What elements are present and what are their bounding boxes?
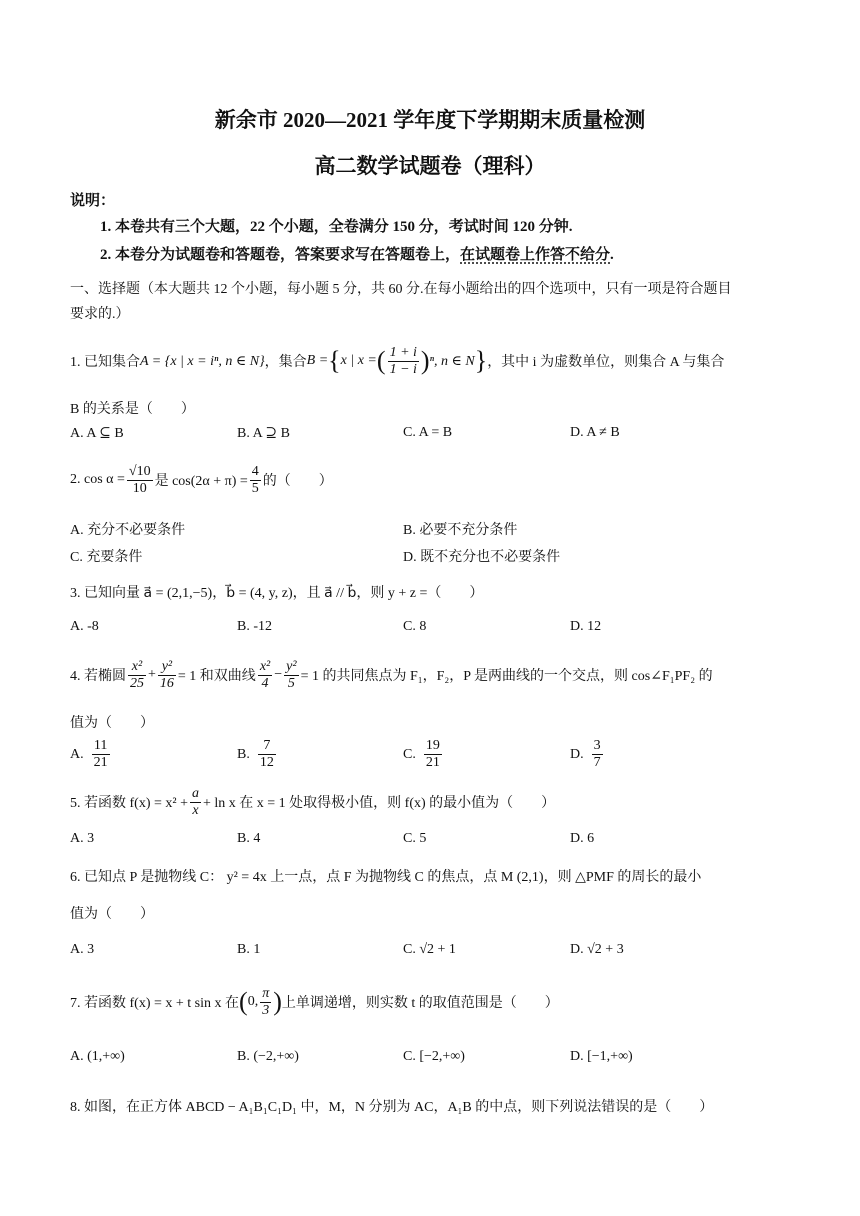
q4-d-den: 7 [593, 755, 601, 770]
q4-c-num: 19 [425, 738, 440, 753]
page-title: 新余市 2020—2021 学年度下学期期末质量检测 [214, 108, 646, 132]
q4-minus: − [274, 667, 283, 682]
q6-option-d: D. √2 + 3 [570, 942, 624, 957]
q5-text: 5. 若函数 f(x) = x² + [70, 796, 188, 811]
q5-fraction [190, 786, 201, 819]
q4-option-c [403, 738, 444, 771]
q4-d-frac [592, 738, 603, 771]
q3-option-b: B. -12 [237, 619, 272, 634]
q2-f1-num: √10 [128, 463, 151, 479]
q2-option-d: D. 既不充分也不必要条件 [403, 550, 561, 565]
q1-text: 1. 已知集合 [70, 355, 140, 370]
q2-text: 2. cos α = [70, 472, 125, 487]
question-5 [70, 782, 555, 822]
q7-option-d: D. [−1,+∞) [570, 1049, 633, 1064]
q4-b-den: 12 [259, 755, 274, 770]
q4-option-a [70, 738, 112, 771]
q4-line-2: 值为（ ） [70, 716, 154, 731]
q1-paren-open: ( [376, 346, 386, 375]
q2-option-b: B. 必要不充分条件 [403, 523, 518, 538]
q7-paren-close: ) [273, 987, 282, 1016]
q1-option-d: D. A ≠ B [570, 425, 620, 440]
question-4 [70, 655, 713, 695]
question-3: 3. 已知向量 a⃗ = (2,1,−5)，b⃗ = (4, y, z)，且 a⃗ // b⃗，则 y + z =（ ） [70, 586, 484, 601]
q1-frac-num: 1 + i [389, 344, 417, 360]
q4-d-label: D. [570, 746, 584, 762]
q4-b-label: B. [237, 746, 250, 762]
q4-hyperbola-y [284, 659, 298, 692]
q5-option-d: D. 6 [570, 831, 595, 846]
q4-h2-den: 5 [287, 675, 295, 691]
q7-option-b: B. (−2,+∞) [237, 1049, 299, 1064]
q7-text-2: 上单调递增，则实数 t 的取值范围是（ ） [281, 996, 559, 1011]
q2-fraction-1 [127, 464, 153, 497]
q1-fraction [388, 345, 419, 378]
q4-c-frac [424, 738, 442, 771]
q4-b-frac [258, 738, 276, 771]
q4-text: 4. 若椭圆 [70, 669, 126, 684]
q1-set-b-rhs: ⁿ, n ∈ N [429, 353, 475, 369]
q4-e2-num: y² [158, 659, 176, 676]
q5-option-c: C. 5 [403, 831, 427, 846]
q5-text-2: + ln x 在 x = 1 处取得极小值，则 f(x) 的最小值为（ ） [202, 796, 556, 811]
q1-brace-open: { [328, 346, 341, 375]
q4-text-3: = 1 的共同焦点为 F₁，F₂，P 是两曲线的一个交点，则 cos∠F₁PF₂ 的 [300, 669, 713, 684]
q2-text-2: 是 cos(2α + π) = [154, 474, 248, 489]
q6-option-a: A. 3 [70, 942, 95, 957]
q5-option-a: A. 3 [70, 831, 95, 846]
note-2-end: . [610, 247, 614, 263]
q4-b-num: 7 [258, 738, 276, 755]
q4-e1-den: 25 [130, 675, 144, 691]
q1-option-c: C. A = B [403, 425, 453, 440]
q4-ellipse-y [158, 659, 176, 692]
q4-text-2: = 1 和双曲线 [177, 669, 256, 684]
q4-e1-num: x² [128, 659, 146, 676]
q1-option-b: B. A ⊇ B [237, 426, 290, 441]
q1-frac-den: 1 − i [389, 361, 417, 377]
note-2-part-a: 2. 本卷分为试题卷和答题卷，答案要求写在答题卷上， [100, 247, 461, 263]
q4-option-d [570, 738, 605, 771]
q6-option-b: B. 1 [237, 942, 261, 957]
q4-ellipse-x [128, 659, 146, 692]
q4-h2-num: y² [286, 658, 297, 674]
q2-f2-num: 4 [251, 463, 259, 479]
q4-e2-den: 16 [159, 675, 174, 691]
q2-f1-den: 10 [132, 480, 147, 496]
q4-option-b [237, 738, 278, 771]
q1-set-a: A = {x | x = iⁿ, n ∈ N} [140, 353, 265, 369]
q3-option-a: A. -8 [70, 619, 99, 634]
note-2-emphasis: 在试题卷上作答不给分 [460, 247, 611, 263]
q7-interval-left: 0, [247, 994, 259, 1009]
q1-set-b-lhs: B = [306, 353, 329, 368]
question-1 [70, 335, 724, 387]
q1-brace-close: } [474, 346, 488, 375]
q7-option-c: C. [−2,+∞) [403, 1049, 465, 1064]
q5-f-den: x [192, 802, 199, 818]
section-heading-cont: 要求的.） [70, 307, 130, 322]
note-2 [100, 243, 614, 264]
q1-line-2: B 的关系是（ ） [70, 402, 195, 417]
q5-option-b: B. 4 [237, 831, 261, 846]
q6-line-2: 值为（ ） [70, 907, 154, 922]
question-8: 8. 如图，在正方体 ABCD − A₁B₁C₁D₁ 中，M，N 分别为 AC，A₁B 的中点，则下列说法错误的是（ ） [70, 1100, 714, 1115]
q7-text: 7. 若函数 f(x) = x + t sin x 在 [70, 996, 240, 1011]
q4-a-frac [92, 738, 110, 771]
q1-text-3: ，其中 i 为虚数单位，则集合 A 与集合 [487, 355, 725, 370]
question-2 [70, 460, 333, 500]
q2-f2-den: 5 [251, 480, 259, 496]
note-1: 1. 本卷共有三个大题，22 个小题，全卷满分 150 分，考试时间 120 分钟. [100, 219, 573, 235]
q4-d-num: 3 [593, 738, 601, 753]
q4-plus: + [148, 667, 156, 682]
q4-a-label: A. [70, 746, 84, 762]
q7-fraction [260, 986, 271, 1019]
q2-fraction-2 [250, 464, 261, 497]
q1-set-b-cond: x | x = [340, 353, 377, 368]
q1-option-a: A. A ⊆ B [70, 426, 124, 441]
q4-h1-den: 4 [261, 675, 269, 691]
section-heading: 一、选择题（本大题共 12 个小题，每小题 5 分，共 60 分.在每小题给出的四个选项中，只有一项是符合题目 [70, 282, 732, 297]
q4-h1-num: x² [259, 658, 271, 674]
question-7 [70, 980, 559, 1024]
q4-c-den: 21 [425, 755, 440, 770]
q4-a-num: 11 [92, 738, 110, 755]
q4-c-label: C. [403, 746, 416, 762]
q6-option-c: C. √2 + 1 [403, 942, 456, 957]
q3-option-c: C. 8 [403, 619, 427, 634]
q7-f-den: 3 [262, 1002, 270, 1018]
q2-option-a: A. 充分不必要条件 [70, 523, 186, 538]
q4-a-den: 21 [93, 755, 108, 770]
q1-text-2: ，集合 [264, 355, 307, 370]
q2-text-3: 的（ ） [262, 474, 333, 489]
q4-hyperbola-x [258, 659, 272, 692]
q7-paren-open: ( [239, 987, 248, 1016]
q7-option-a: A. (1,+∞) [70, 1049, 125, 1064]
q2-option-c: C. 充要条件 [70, 550, 143, 565]
q3-option-d: D. 12 [570, 619, 602, 634]
notes-label: 说明： [70, 193, 116, 209]
q7-f-num: π [262, 985, 270, 1001]
page-subtitle: 高二数学试题卷（理科） [314, 154, 546, 178]
q1-paren-close: ) [420, 346, 430, 375]
question-6: 6. 已知点 P 是抛物线 C： y² = 4x 上一点，点 F 为抛物线 C 的焦点，点 M (2,1)，则 △PMF 的周长的最小 [70, 870, 702, 885]
q5-f-num: a [191, 785, 199, 801]
